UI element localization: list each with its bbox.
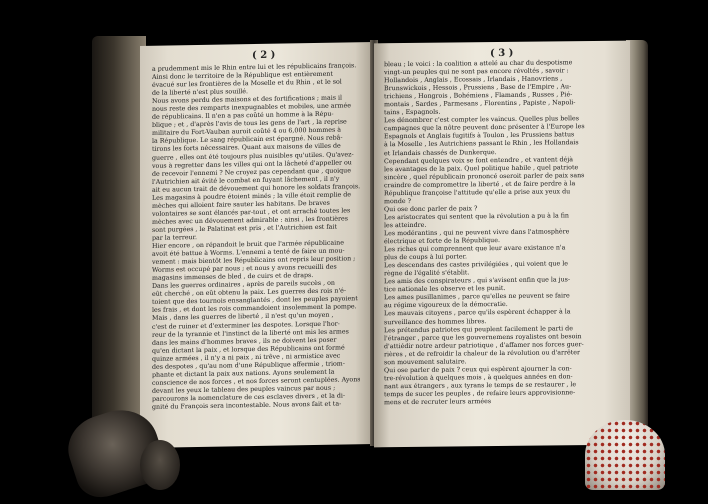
text-line: devant les yeux le tableau des peuples vaincus par nous ;	[152, 384, 336, 395]
text-line: reur de la tyrannie et l'instinct de la liberté ont mis les armes	[152, 327, 349, 339]
text-line: volontaires se sont élancés par-tout , et ont arraché toutes les	[152, 207, 351, 218]
text-line: son mouvement salutaire.	[384, 358, 467, 366]
text-line: tice nationale les observe et les punit.	[384, 285, 506, 294]
text-line: mèches qui alloient faire sauter les habitans. De braves	[152, 199, 330, 210]
text-line: campagnes que la nôtre peuvent donc présenter à l'Europe les	[384, 123, 585, 133]
text-line: qu'en dictant la paix , et lorsque des Républicains ont formé	[152, 344, 345, 355]
book-edge-left	[92, 36, 146, 446]
text-line: montais , Sardes , Parmesans , Florentins , Papiste , Napoli-	[384, 99, 576, 109]
text-line: les avantages de la paix. Quel politique habile , quel patriote	[384, 163, 579, 173]
text-line: Les riches qui comprennent que leur avare existance n'a	[384, 244, 566, 254]
text-line: Ainsi donc le territoire de la République est entièrement	[152, 70, 333, 81]
text-line: militaire du Fort-Vauban auroit coûté 4 ou 6,000 hommes à	[152, 126, 341, 138]
right-page-number: ( 3 )	[490, 47, 514, 60]
text-line: Hier encore , on répandoit le bruit que l'armée républicaine	[152, 239, 344, 250]
left-page-text	[152, 62, 360, 412]
text-line: parcourons la nomenclature de ces esclaves divers , et la di-	[152, 392, 346, 403]
text-line: l'Autrichien ait évité le combat en fuyant lâchement , il n'y	[152, 175, 340, 186]
text-line: Les modérantins , qui ne peuvent vivre dans l'atmosphère	[384, 228, 570, 238]
text-line: mens et de recruter leurs armées	[384, 398, 492, 407]
text-line: Nous avons perdu des maisons et des fortifications ; mais il	[152, 94, 343, 106]
text-line: guerre , elles ont été toujours plus nuisibles qu'utiles. Qu'avez-	[152, 150, 354, 162]
text-line: Les mauvais citoyens , parce qu'ils espèrent échapper à la	[384, 308, 571, 318]
text-line: Espagnols et Anglais fugitifs à Toulon , les Prussiens battus	[384, 131, 575, 141]
text-line: vous à regretter dans les villes qui ont la lâcheté d'appeller ou	[152, 158, 352, 170]
text-line: Les descendans des castes privilégiées , qui voient que le	[384, 260, 568, 270]
text-line: nant aux étrangers , aux tyrans le temps de se restaurer , le	[384, 381, 577, 391]
text-line: gnité du François sera incontestable. Nous avons fait et ta-	[152, 400, 342, 411]
text-line: rières , et de refroidir la chaleur de la révolution ou d'arrêter	[384, 348, 581, 358]
text-line: plus de coups à lui porter.	[384, 253, 467, 262]
text-line: République françoise l'attitude qu'elle a prise aux yeux du	[384, 188, 571, 197]
right-page-text	[384, 59, 620, 407]
text-line: par la terreur.	[152, 234, 197, 242]
left-page-number: ( 2 )	[252, 49, 276, 62]
text-line: Hollandois , Anglais , Ecossais , Irlandais , Hanovriens ,	[384, 75, 563, 85]
text-line: dans les mains d'hommes braves , ils ne doivent les poser	[152, 336, 337, 347]
text-line: Les dénombrer c'est compter les vaincus. Quelles plus belles	[384, 115, 580, 125]
text-line: règne de l'égalité s'établit.	[384, 269, 470, 278]
text-line: nous reste des remparts inexpugnables et mobiles, une armée	[152, 102, 351, 114]
text-line: tre-révolution à quelques mois , à quelques années en don-	[384, 373, 573, 383]
text-line: Les magasins à poudre étoient minés ; la ville étoit remplie de	[152, 191, 352, 202]
text-line: bleau ; le voici : la coalition a attelé au char du despotisme	[384, 59, 573, 69]
text-line: sont purgées , le Palatinat est pris , et l'Autrichien est fait	[152, 223, 337, 234]
text-line: évacué sur les frontières de la Moselle et du Rhin , et le sol	[152, 78, 342, 89]
text-line: trichiens , Hongrois , Bohémiens , Flamands , Russes , Pié-	[384, 91, 573, 101]
text-line: Dans les guerres ordinaires , après de pareils succès , on	[152, 279, 335, 291]
text-line: quinze armées , il n'y a ni paix , ni trêve , ni armistice avec	[152, 352, 341, 363]
text-line: Mais , dans les guerres de liberté , il n'est qu'un moyen ,	[152, 312, 334, 323]
text-line: Les amis des conspirateurs , qui s'avisent enfin que la jus-	[384, 276, 571, 286]
text-line: vement : mais bientôt les Républicains ont repris leur position ;	[152, 255, 356, 266]
text-line: tains , Espagnols.	[384, 108, 441, 117]
text-line: d'attiédir notre ardeur patriotique , d'affamer nos forces guer-	[384, 340, 584, 350]
text-line: à la Moselle , les Autrichiens passant le Rhin , les Hollandais	[384, 139, 579, 149]
text-line: tirons les forts nécessaires. Quant aux maisons de villes de	[152, 143, 341, 154]
left-page	[140, 42, 374, 448]
text-line: surveillance des hommes libres.	[384, 317, 487, 326]
text-line: ait eu aucun trait de dévouement qui honore les soldats françois.	[152, 182, 360, 194]
text-line: les frais , et dont les rois commandoient insolemment la pompe.	[152, 303, 357, 315]
text-line: monde ?	[384, 197, 411, 206]
text-line: les atteindre.	[384, 221, 427, 230]
text-line: Les ames pusillanimes , parce qu'elles ne peuvent se faire	[384, 292, 570, 302]
text-line: toient que des tournois ensanglantés , dont les peuples payoient	[152, 295, 358, 307]
text-line: temps de sucer les peuples , de refaire leurs approvisionne-	[384, 389, 576, 399]
right-page	[374, 41, 630, 448]
bookmark-ribbon-tail	[140, 440, 180, 490]
text-line: de républicains. Il n'en a pas coûté un homme à la Répu-	[152, 110, 334, 122]
text-line: avoit été battue à Worms. L'ennemi a tenté de faire un mou-	[152, 247, 345, 258]
text-line: conscience de nos forces , et nos forces seront centuplées. Ayons	[152, 376, 360, 387]
text-line: des despotes , qu'au nom d'une République affermie , triom-	[152, 360, 345, 371]
text-line: mèches avec un dévouement admirable : ainsi , les frontières	[152, 215, 348, 226]
text-line: de la liberté n'est plus souillé.	[152, 88, 249, 97]
text-line: eût cherché , on eût obtenu la paix. Les guerres des rois n'é-	[152, 287, 347, 299]
text-line: électrique et forte de la République.	[384, 237, 500, 246]
text-line: craindre de compromettre la liberté , et de faire perdre à la	[384, 179, 576, 189]
text-line: magasins immenses de bled , de cuirs et de draps.	[152, 272, 314, 283]
text-line: sincère , quel républicain prononcé oseroit parler de paix sans	[384, 171, 585, 181]
text-line: et Irlandais chassés de Dunkerque.	[384, 148, 497, 157]
text-line: l'étranger , parce que les gouvernemens royalistes ont besoin	[384, 332, 582, 342]
text-line: la République. Le sang républicain est épargné. Nous rebâ-	[152, 134, 343, 146]
text-line: Worms est occupé par nous ; et nous y avons recueilli des	[152, 263, 337, 275]
text-line: de recevoir l'ennemi ? Ne croyez pas cependant que , quoique	[152, 166, 351, 178]
text-line: vingt-un peuples qui ne sont pas encore révoltés , savoir :	[384, 67, 569, 77]
text-line: Cependant quelques voix se font entendre , et vantent déjà	[384, 155, 573, 165]
text-line: au régime vigoureux de la démocratie.	[384, 301, 508, 310]
text-line: c'est de ruiner et d'exterminer les despotes. Lorsque l'hor-	[152, 320, 340, 331]
text-line: Qui ose donc parler de paix ?	[384, 205, 478, 214]
text-line: Qui ose parler de paix ? ceux qui espèrent ajourner la con-	[384, 365, 572, 375]
text-line: phante et dictant la paix aux nations. Ayons seulement la	[152, 368, 335, 379]
text-line: Brunswickois , Hessois , Prussiens , Base de l'Empire , Au-	[384, 83, 572, 93]
text-line: Les aristocrates qui sentent que la révolution a pu à la fin	[384, 212, 569, 222]
text-line: a prudemment mis le Rhin entre lui et les républicains françois.	[152, 62, 357, 73]
text-line: blique ; et , d'après l'avis de tous les gens de l'art , la reprise	[152, 118, 347, 130]
text-line: Les prétendus patriotes qui peuplent facilement le parti de	[384, 324, 573, 334]
